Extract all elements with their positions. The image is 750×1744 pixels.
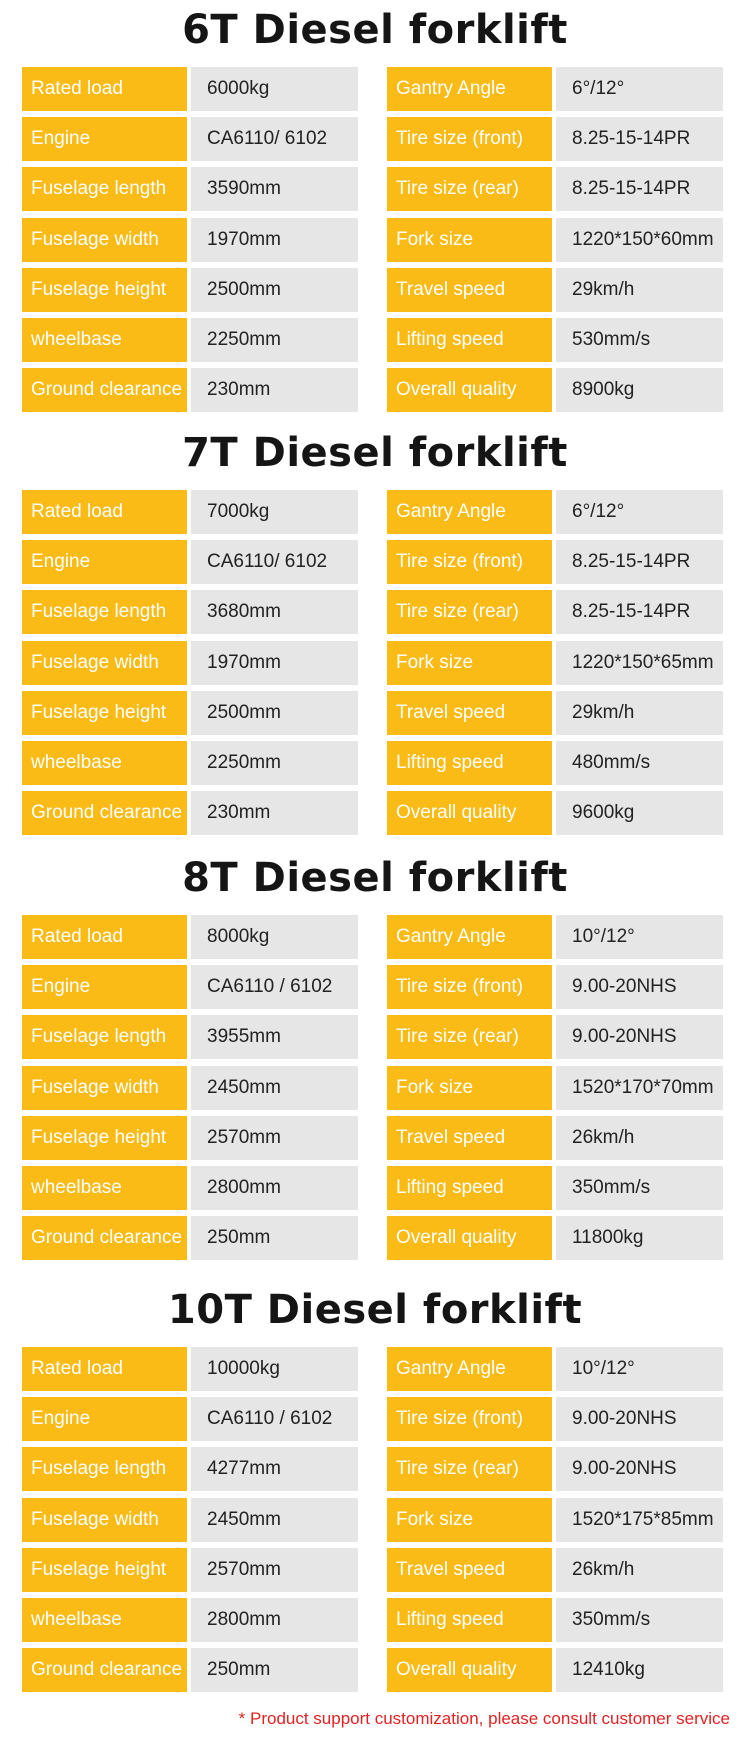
spec-label: Tire size (front) [387,540,552,584]
spec-label: Lifting speed [387,1166,552,1210]
spec-label: Tire size (front) [387,1397,552,1441]
spec-value: 8.25-15-14PR [556,117,723,161]
spec-label: Lifting speed [387,741,552,785]
spec-value: 8.25-15-14PR [556,540,723,584]
spec-value: 250mm [191,1216,358,1260]
spec-value: 26km/h [556,1116,723,1160]
spec-value: 2800mm [191,1598,358,1642]
section-title: 6T Diesel forklift [182,7,568,53]
spec-label: Ground clearance [22,1648,187,1692]
spec-label: Fuselage height [22,1548,187,1592]
spec-value: CA6110/ 6102 [191,540,358,584]
spec-label: Overall quality [387,791,552,835]
spec-value: 2500mm [191,691,358,735]
spec-section [0,1280,750,1700]
spec-label: Tire size (rear) [387,167,552,211]
spec-label: Travel speed [387,1548,552,1592]
spec-value: 2250mm [191,741,358,785]
spec-value: 9.00-20NHS [556,965,723,1009]
spec-value: 1970mm [191,218,358,262]
spec-label: Tire size (rear) [387,1015,552,1059]
spec-section [0,0,750,420]
spec-label: Tire size (rear) [387,590,552,634]
spec-label: wheelbase [22,318,187,362]
spec-label: Tire size (front) [387,965,552,1009]
spec-label: Fuselage height [22,1116,187,1160]
spec-label: Gantry Angle [387,1347,552,1391]
spec-value: 2450mm [191,1066,358,1110]
spec-value: 480mm/s [556,741,723,785]
spec-label: Travel speed [387,268,552,312]
spec-value: 7000kg [191,490,358,534]
spec-value: 9600kg [556,791,723,835]
spec-value: 12410kg [556,1648,723,1692]
spec-label: Rated load [22,1347,187,1391]
spec-label: wheelbase [22,1598,187,1642]
spec-value: 2570mm [191,1116,358,1160]
spec-value: 230mm [191,791,358,835]
spec-value: 8.25-15-14PR [556,167,723,211]
spec-label: Fork size [387,641,552,685]
spec-value: 8900kg [556,368,723,412]
spec-label: Travel speed [387,691,552,735]
spec-value: 3955mm [191,1015,358,1059]
spec-value: 530mm/s [556,318,723,362]
spec-label: Ground clearance [22,368,187,412]
spec-label: Overall quality [387,1216,552,1260]
section-title: 10T Diesel forklift [167,1287,583,1333]
section-title: 7T Diesel forklift [182,430,568,476]
spec-label: Fuselage length [22,167,187,211]
spec-value: 8.25-15-14PR [556,590,723,634]
spec-section [0,848,750,1268]
spec-value: 2450mm [191,1498,358,1542]
spec-value: 2800mm [191,1166,358,1210]
spec-label: Fuselage width [22,1498,187,1542]
spec-label: Rated load [22,915,187,959]
spec-value: 9.00-20NHS [556,1397,723,1441]
spec-value: 9.00-20NHS [556,1015,723,1059]
spec-label: Ground clearance [22,791,187,835]
spec-label: Fuselage height [22,691,187,735]
spec-value: 1220*150*60mm [556,218,723,262]
spec-value: 29km/h [556,268,723,312]
spec-label: Engine [22,965,187,1009]
spec-value: 1520*170*70mm [556,1066,723,1110]
spec-label: Rated load [22,67,187,111]
spec-label: Tire size (front) [387,117,552,161]
spec-label: Fork size [387,1498,552,1542]
spec-value: 6000kg [191,67,358,111]
spec-value: 1520*175*85mm [556,1498,723,1542]
spec-label: wheelbase [22,741,187,785]
spec-label: Gantry Angle [387,67,552,111]
spec-label: Fuselage length [22,590,187,634]
spec-section [0,423,750,843]
spec-value: 6°/12° [556,67,723,111]
spec-label: Fork size [387,1066,552,1110]
spec-label: Rated load [22,490,187,534]
spec-value: 10°/12° [556,1347,723,1391]
spec-value: 3590mm [191,167,358,211]
customization-note: * Product support customization, please consult customer service [238,1709,730,1728]
spec-value: 3680mm [191,590,358,634]
spec-label: Overall quality [387,368,552,412]
spec-value: 350mm/s [556,1598,723,1642]
spec-label: wheelbase [22,1166,187,1210]
spec-value: 29km/h [556,691,723,735]
spec-value: 230mm [191,368,358,412]
spec-label: Fuselage height [22,268,187,312]
spec-value: 6°/12° [556,490,723,534]
spec-value: 26km/h [556,1548,723,1592]
spec-label: Fuselage length [22,1015,187,1059]
spec-value: 10°/12° [556,915,723,959]
spec-label: Tire size (rear) [387,1447,552,1491]
spec-label: Engine [22,1397,187,1441]
spec-value: 1970mm [191,641,358,685]
spec-label: Engine [22,117,187,161]
spec-label: Gantry Angle [387,490,552,534]
spec-value: 8000kg [191,915,358,959]
spec-label: Gantry Angle [387,915,552,959]
spec-value: CA6110 / 6102 [191,965,358,1009]
spec-value: 2500mm [191,268,358,312]
spec-value: 11800kg [556,1216,723,1260]
spec-label: Fork size [387,218,552,262]
spec-value: 1220*150*65mm [556,641,723,685]
spec-value: CA6110/ 6102 [191,117,358,161]
spec-value: 2250mm [191,318,358,362]
spec-value: CA6110 / 6102 [191,1397,358,1441]
spec-label: Lifting speed [387,1598,552,1642]
spec-label: Fuselage width [22,1066,187,1110]
spec-value: 350mm/s [556,1166,723,1210]
spec-label: Travel speed [387,1116,552,1160]
spec-value: 250mm [191,1648,358,1692]
spec-value: 10000kg [191,1347,358,1391]
spec-value: 2570mm [191,1548,358,1592]
spec-label: Overall quality [387,1648,552,1692]
spec-label: Fuselage width [22,641,187,685]
spec-label: Engine [22,540,187,584]
section-title: 8T Diesel forklift [182,855,568,901]
spec-label: Fuselage width [22,218,187,262]
spec-value: 4277mm [191,1447,358,1491]
spec-value: 9.00-20NHS [556,1447,723,1491]
spec-label: Lifting speed [387,318,552,362]
spec-label: Ground clearance [22,1216,187,1260]
spec-label: Fuselage length [22,1447,187,1491]
